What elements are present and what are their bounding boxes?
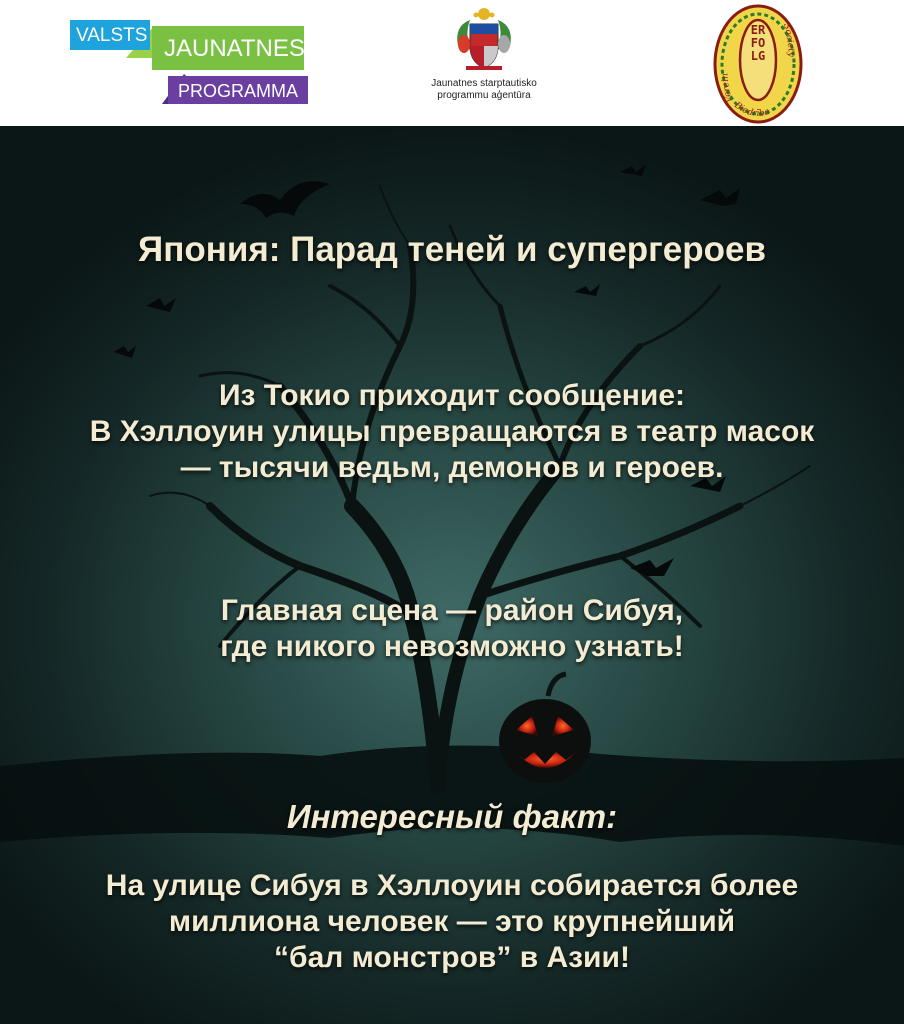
logo-programma-text: PROGRAMMA bbox=[178, 81, 299, 101]
intro-line: В Хэллоуин улицы превращаются в театр масок bbox=[89, 415, 815, 448]
fact-line: “бал монстров” в Азии! bbox=[274, 941, 630, 974]
halloween-poster bbox=[0, 126, 904, 1024]
agency-caption-line1: Jaunatnes starptautisko bbox=[431, 78, 537, 89]
pumpkin-icon bbox=[499, 674, 591, 783]
intro-paragraph bbox=[0, 378, 904, 486]
scene-line: где никого невозможно узнать! bbox=[220, 630, 684, 663]
intro-line: Из Токио приходит сообщение: bbox=[218, 379, 686, 412]
logo-ring-right-text: Society bbox=[781, 22, 796, 58]
valsts-jaunatnes-programma-logo bbox=[66, 18, 318, 110]
bat-icon bbox=[630, 558, 674, 576]
fact-line: миллиона человек — это крупнейший bbox=[168, 905, 736, 938]
logo-jaunatnes-text: JAUNATNES bbox=[164, 35, 305, 62]
bat-icon bbox=[574, 284, 600, 296]
agency-caption-line2: programmu aģentūra bbox=[437, 90, 531, 101]
agency-caption bbox=[404, 78, 564, 102]
bat-icon bbox=[620, 164, 646, 176]
scene-line: Главная сцена — район Сибуя, bbox=[220, 594, 684, 627]
scene-paragraph bbox=[0, 593, 904, 665]
intro-line: — тысячи ведьм, демонов и героев. bbox=[180, 451, 724, 484]
latvian-coat-of-arms-icon bbox=[450, 6, 518, 74]
bat-icon bbox=[700, 188, 740, 206]
header-logos-bar bbox=[0, 0, 904, 126]
logo-valsts-text: VALSTS bbox=[76, 25, 148, 46]
fact-line: На улице Сибуя в Хэллоуин собирается более bbox=[105, 869, 799, 902]
erfolg-society-logo bbox=[712, 2, 804, 126]
poster-title: Япония: Парад теней и супергероев bbox=[138, 230, 766, 269]
fact-heading: Интересный факт: bbox=[286, 798, 618, 835]
bat-icon bbox=[240, 181, 330, 218]
fact-paragraph bbox=[0, 868, 904, 976]
logo-ring-bottom-text: Biedrība bbox=[732, 100, 772, 120]
bat-icon bbox=[114, 346, 136, 358]
bat-icon bbox=[146, 298, 176, 312]
logo-ring-left-text: Verein bbox=[720, 72, 735, 104]
erfolg-letters: ERFOLG bbox=[750, 23, 766, 63]
